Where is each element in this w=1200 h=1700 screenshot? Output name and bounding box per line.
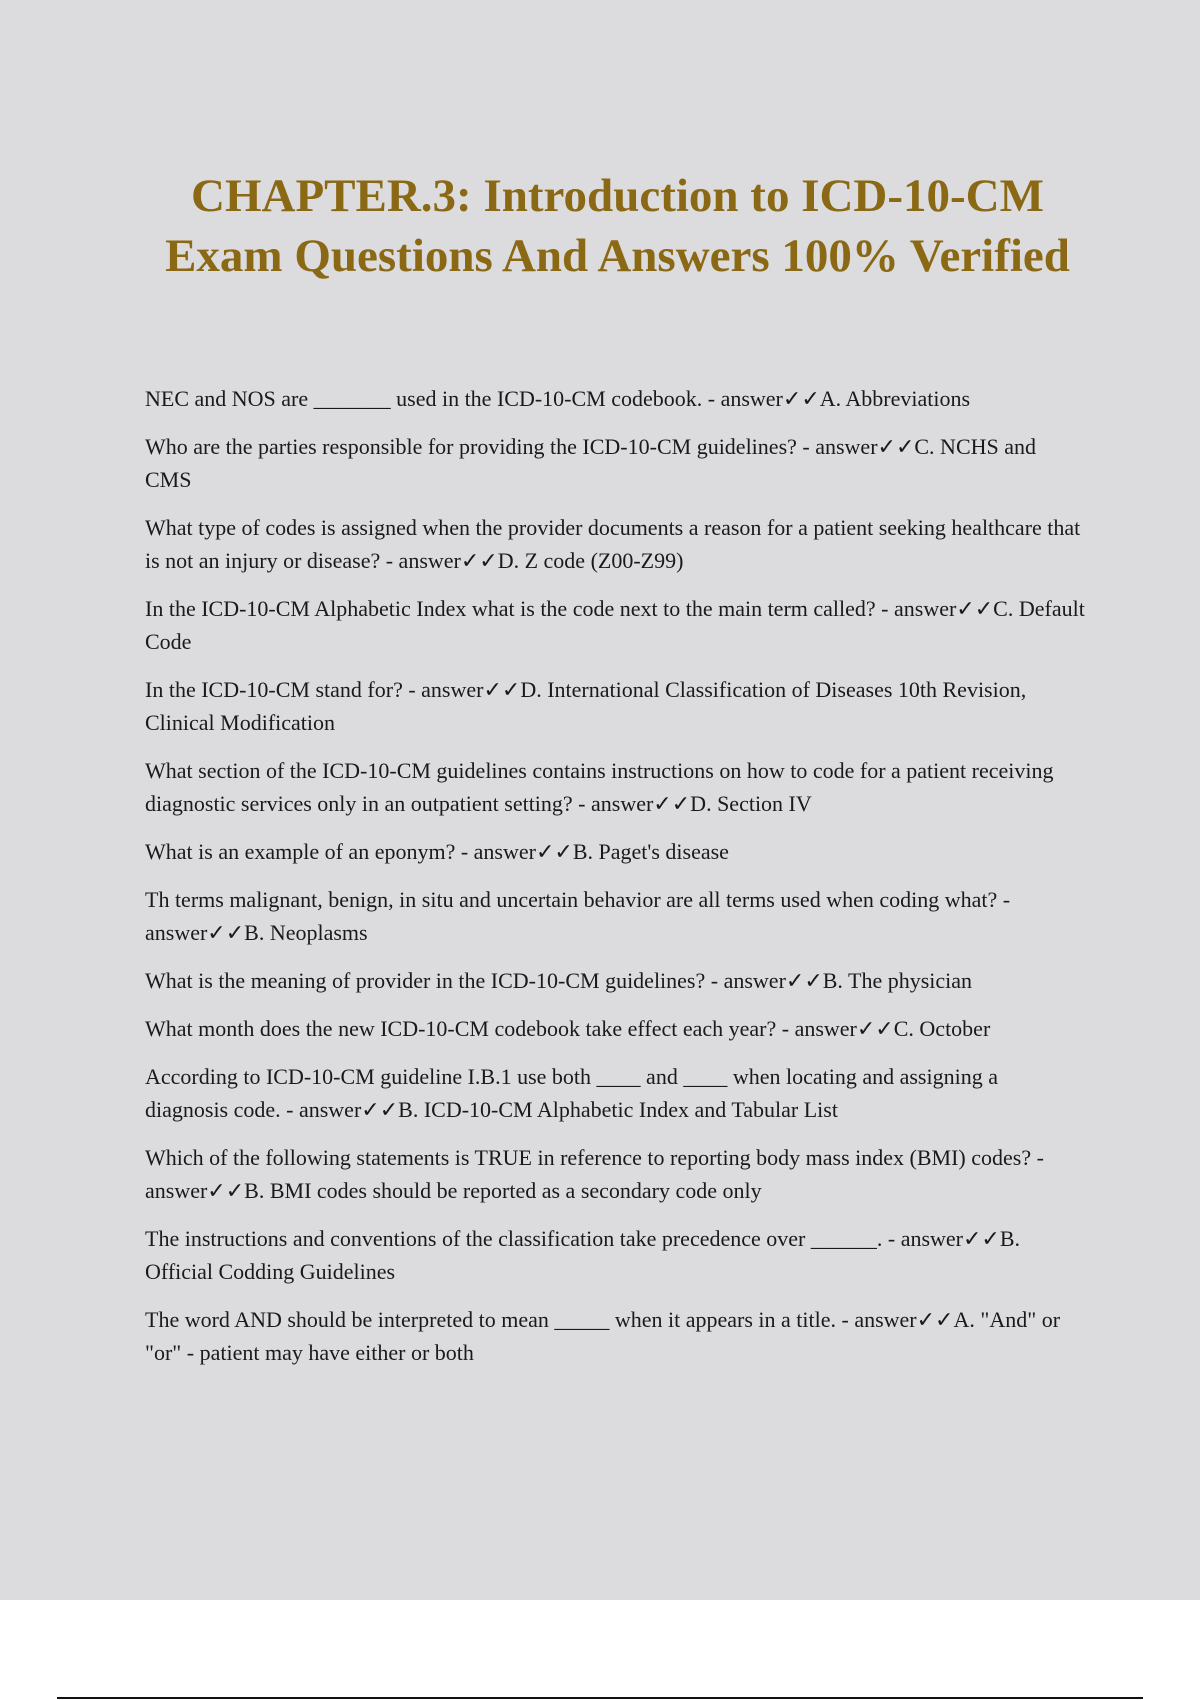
qa-item: In the ICD-10-CM Alphabetic Index what is the code next to the main term called? - answer✓✓C. Default Code — [145, 596, 1085, 654]
qa-item: Th terms malignant, benign, in situ and uncertain behavior are all terms used when coding what? - answer✓✓B. Neoplasms — [145, 887, 1011, 945]
qa-item: What type of codes is assigned when the provider documents a reason for a patient seeking healthcare that is not an injury or disease? - answer✓✓D. Z code (Z00-Z99) — [145, 515, 1081, 573]
qa-item: The instructions and conventions of the classification take precedence over ______. - answer✓✓B. Official Codding Guidelines — [145, 1226, 1021, 1284]
qa-item: According to ICD-10-CM guideline I.B.1 use both ____ and ____ when locating and assigning a diagnosis code. - answer✓✓B. ICD-10-CM Alphabetic Index and Tabular List — [145, 1064, 998, 1122]
title-line-1: CHAPTER.3: Introduction to ICD-10-CM — [191, 170, 1044, 222]
page-title — [100, 166, 1135, 286]
qa-item: What is an example of an eponym? - answer✓✓B. Paget's disease — [145, 839, 729, 864]
qa-item: In the ICD-10-CM stand for? - answer✓✓D. International Classification of Diseases 10th Revision, Clinical Modification — [145, 677, 1027, 735]
qa-item: NEC and NOS are _______ used in the ICD-10-CM codebook. - answer✓✓A. Abbreviations — [145, 386, 971, 411]
title-line-2: Exam Questions And Answers 100% Verified — [165, 230, 1070, 282]
qa-item: What is the meaning of provider in the ICD-10-CM guidelines? - answer✓✓B. The physician — [145, 968, 973, 993]
qa-list — [145, 382, 1085, 1384]
qa-item: The word AND should be interpreted to mean _____ when it appears in a title. - answer✓✓A. "And" or "or" - patient may have either or both — [145, 1307, 1061, 1365]
bottom-divider — [57, 1697, 1143, 1699]
qa-item: What month does the new ICD-10-CM codebook take effect each year? - answer✓✓C. October — [145, 1016, 991, 1041]
qa-item: Which of the following statements is TRUE in reference to reporting body mass index (BMI) codes? - answer✓✓B. BMI codes should be reported as a secondary code only — [145, 1145, 1044, 1203]
qa-item: Who are the parties responsible for providing the ICD-10-CM guidelines? - answer✓✓C. NCHS and CMS — [145, 434, 1037, 492]
qa-item: What section of the ICD-10-CM guidelines contains instructions on how to code for a patient receiving diagnostic services only in an outpatient setting? - answer✓✓D. Section IV — [145, 758, 1054, 816]
